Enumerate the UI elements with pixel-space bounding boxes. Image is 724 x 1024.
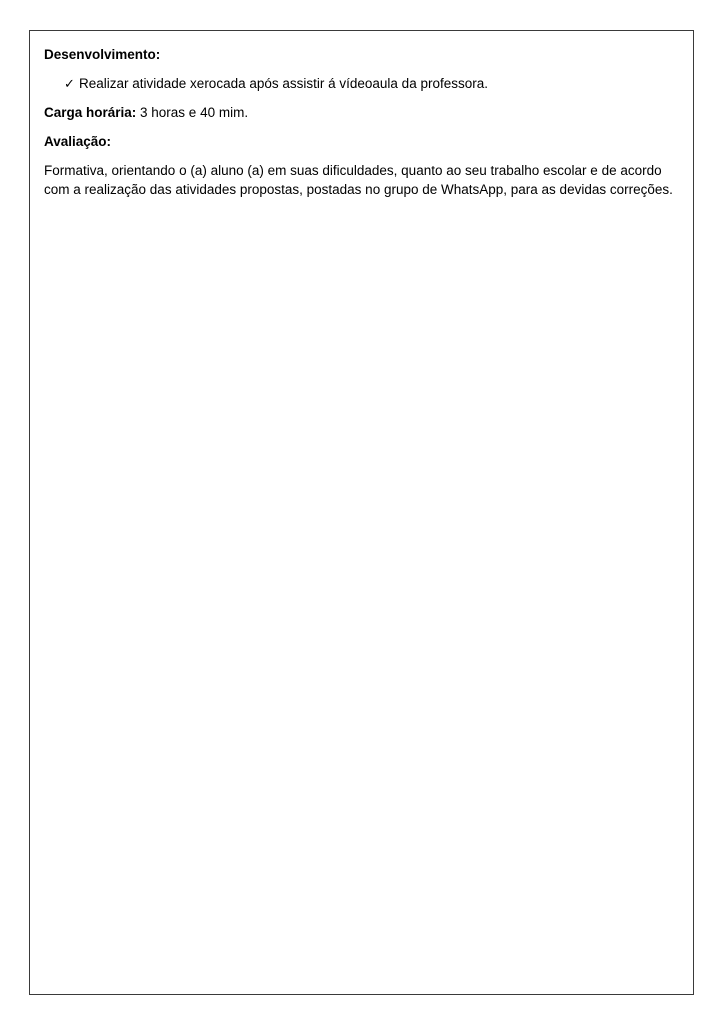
page-frame <box>29 30 694 995</box>
evaluation-heading: Avaliação: <box>44 134 112 149</box>
development-heading: Desenvolvimento: <box>44 47 161 62</box>
workload-line <box>44 103 680 122</box>
development-item-text: Realizar atividade xerocada após assistir á vídeoaula da professora. <box>79 76 488 91</box>
evaluation-text: Formativa, orientando o (a) aluno (a) em suas dificuldades, quanto ao seu trabalho escolar e de acordo com a realização das atividades propostas, postadas no grupo de WhatsApp, para as devidas correções. <box>44 163 673 197</box>
list-item <box>64 74 680 93</box>
document-content <box>44 45 680 199</box>
workload-value: 3 horas e 40 mim. <box>136 105 249 120</box>
workload-label: Carga horária: <box>44 105 137 120</box>
checkmark-icon: ✓ <box>64 76 75 91</box>
development-list <box>44 74 680 93</box>
